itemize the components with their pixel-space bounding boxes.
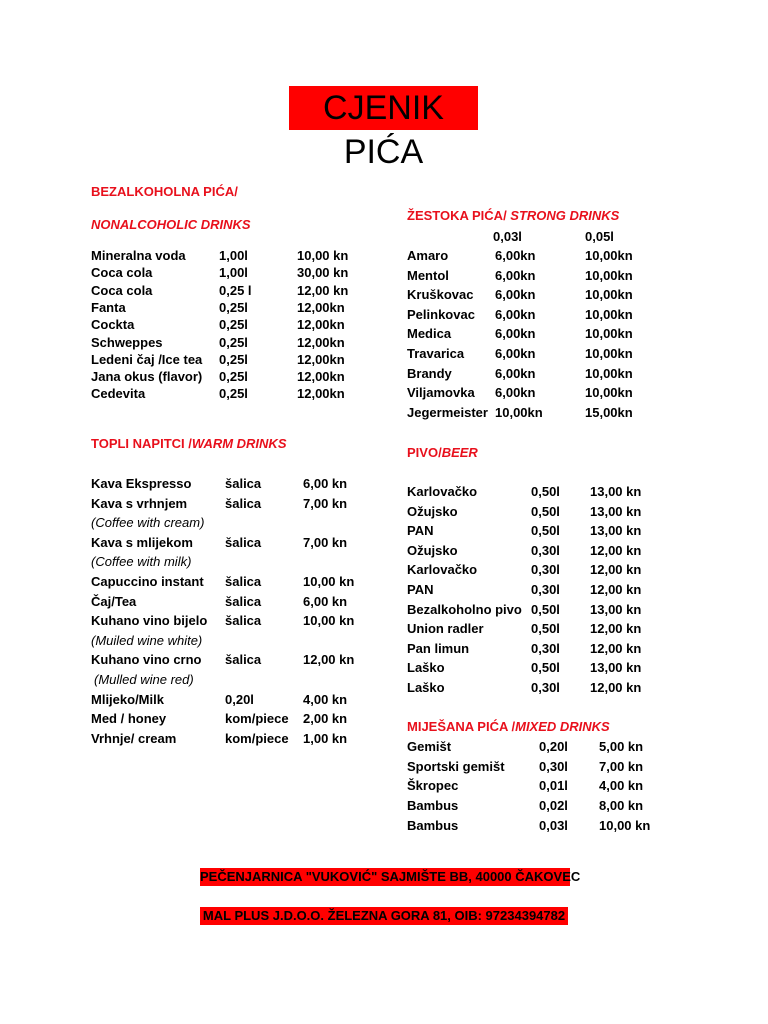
item-volume: šalica bbox=[225, 574, 262, 589]
item-price: 10,00kn bbox=[585, 346, 633, 361]
list-item bbox=[407, 797, 707, 815]
item-name: Ledeni čaj /Ice tea bbox=[91, 351, 203, 367]
item-note: (Mulled wine red) bbox=[94, 672, 194, 687]
item-name: Kruškovac bbox=[407, 287, 474, 303]
item-name: Capuccino instant bbox=[91, 574, 204, 589]
item-name: Schweppes bbox=[91, 334, 163, 350]
item-price: 12,00 kn bbox=[303, 652, 355, 668]
list-item bbox=[407, 679, 707, 697]
item-price: 13,00 kn bbox=[590, 660, 642, 676]
item-volume: 0,25 l bbox=[219, 282, 252, 298]
item-name: Mineralna voda bbox=[91, 248, 186, 263]
item-volume: kom/piece bbox=[225, 711, 289, 727]
list-item bbox=[91, 264, 391, 282]
item-volume: 0,50l bbox=[531, 523, 560, 539]
list-item bbox=[91, 593, 391, 611]
list-item bbox=[407, 817, 707, 835]
item-price: 12,00 kn bbox=[590, 680, 642, 695]
item-volume: 0,30l bbox=[531, 542, 560, 558]
item-name: Bambus bbox=[407, 817, 459, 833]
item-price: 12,00kn bbox=[297, 317, 345, 333]
item-volume: kom/piece bbox=[225, 730, 289, 746]
page-title: CJENIK PIĆA bbox=[289, 86, 478, 130]
item-price: 6,00kn bbox=[495, 385, 536, 401]
item-name: Laško bbox=[407, 660, 445, 676]
item-price: 10,00kn bbox=[585, 326, 633, 342]
strong-heading: ŽESTOKA PIĆA/ STRONG DRINKS bbox=[407, 208, 620, 223]
item-volume: 0,25l bbox=[219, 386, 248, 402]
item-volume: 1,00l bbox=[219, 265, 248, 281]
list-item bbox=[407, 542, 707, 560]
list-item bbox=[407, 384, 707, 402]
item-price: 4,00 kn bbox=[599, 778, 644, 794]
item-price: 5,00 kn bbox=[599, 739, 644, 754]
item-name: Med / honey bbox=[91, 711, 167, 727]
item-price: 12,00 kn bbox=[590, 542, 642, 558]
item-volume: 0,30l bbox=[531, 640, 560, 656]
item-price: 6,00kn bbox=[495, 326, 536, 342]
item-price: 6,00kn bbox=[495, 248, 536, 263]
item-volume: 0,50l bbox=[531, 660, 560, 676]
item-name: Karlovačko bbox=[407, 562, 478, 578]
item-name: Amaro bbox=[407, 248, 449, 263]
item-name: Laško bbox=[407, 680, 445, 695]
item-price: 12,00kn bbox=[297, 351, 345, 367]
list-item bbox=[407, 483, 707, 501]
item-name: Bambus bbox=[407, 798, 459, 814]
item-volume: 0,30l bbox=[531, 680, 560, 695]
item-name: Pelinkovac bbox=[407, 306, 475, 322]
item-name: Coca cola bbox=[91, 265, 153, 281]
footer-company: MAL PLUS J.D.O.O. ŽELEZNA GORA 81, OIB: 97234394782 bbox=[200, 907, 568, 925]
item-name: Coca cola bbox=[91, 282, 153, 298]
item-name: Kuhano vino bijelo bbox=[91, 613, 208, 629]
item-volume: šalica bbox=[225, 476, 262, 491]
item-name: Čaj/Tea bbox=[91, 593, 137, 609]
item-name: Ožujsko bbox=[407, 503, 458, 519]
item-price: 10,00kn bbox=[585, 248, 633, 263]
item-name: Kava s vrhnjem bbox=[91, 495, 188, 511]
item-name: Mlijeko/Milk bbox=[91, 691, 164, 707]
warm-heading: TOPLI NAPITCI /WARM DRINKS bbox=[91, 436, 287, 451]
item-price: 6,00 kn bbox=[303, 593, 348, 609]
item-price: 6,00kn bbox=[495, 365, 536, 381]
list-item bbox=[407, 325, 707, 343]
item-price: 12,00 kn bbox=[590, 582, 642, 597]
item-price: 15,00kn bbox=[585, 404, 633, 420]
list-item bbox=[407, 247, 707, 265]
item-price: 10,00kn bbox=[585, 267, 633, 283]
item-name: Viljamovka bbox=[407, 385, 475, 401]
list-item bbox=[91, 475, 391, 493]
list-item bbox=[91, 710, 391, 728]
list-item bbox=[91, 247, 391, 265]
item-name: Jana okus (flavor) bbox=[91, 369, 203, 385]
list-item bbox=[407, 620, 707, 638]
item-price: 7,00 kn bbox=[599, 758, 644, 774]
item-volume: 0,25l bbox=[219, 351, 248, 367]
item-volume: 0,50l bbox=[531, 503, 560, 519]
item-name: Jegermeister bbox=[407, 404, 488, 420]
list-item bbox=[91, 691, 391, 709]
list-item bbox=[407, 267, 707, 285]
item-price: 6,00 kn bbox=[303, 476, 348, 491]
item-price: 10,00 kn bbox=[297, 248, 349, 263]
item-volume: šalica bbox=[225, 495, 262, 511]
item-name: Kava s mlijekom bbox=[91, 534, 193, 550]
item-price: 10,00kn bbox=[585, 365, 633, 381]
list-item bbox=[407, 404, 707, 422]
item-price: 10,00kn bbox=[585, 287, 633, 303]
list-item bbox=[407, 777, 707, 795]
list-item bbox=[91, 299, 391, 317]
item-volume: 0,30l bbox=[531, 562, 560, 578]
item-price: 1,00 kn bbox=[303, 730, 348, 746]
item-volume: 0,25l bbox=[219, 317, 248, 333]
strong-col-header-2: 0,05l bbox=[585, 229, 614, 244]
list-item bbox=[407, 286, 707, 304]
item-price: 6,00kn bbox=[495, 306, 536, 322]
list-item bbox=[91, 385, 391, 403]
item-price: 12,00 kn bbox=[590, 562, 642, 578]
item-name: PAN bbox=[407, 582, 434, 597]
item-name: Gemišt bbox=[407, 739, 452, 754]
item-volume: 0,30l bbox=[531, 582, 560, 597]
list-item bbox=[407, 581, 707, 599]
list-item bbox=[407, 522, 707, 540]
item-name: Škropec bbox=[407, 778, 459, 794]
item-volume: 0,50l bbox=[531, 621, 560, 637]
item-name: Brandy bbox=[407, 365, 452, 381]
list-item bbox=[91, 334, 391, 352]
item-price: 12,00kn bbox=[297, 299, 345, 315]
item-price: 2,00 kn bbox=[303, 711, 348, 727]
list-item bbox=[91, 612, 391, 630]
list-item bbox=[91, 282, 391, 300]
item-price: 10,00 kn bbox=[303, 613, 355, 629]
nonalcoholic-heading: BEZALKOHOLNA PIĆA/ bbox=[91, 184, 238, 199]
item-volume: 0,25l bbox=[219, 369, 248, 385]
item-name: Kuhano vino crno bbox=[91, 652, 202, 668]
item-price: 13,00 kn bbox=[590, 601, 642, 617]
list-item bbox=[91, 651, 391, 669]
item-name: PAN bbox=[407, 523, 434, 539]
list-item bbox=[407, 738, 707, 756]
item-name: Bezalkoholno pivo bbox=[407, 601, 522, 617]
item-name: Mentol bbox=[407, 267, 449, 283]
list-item bbox=[407, 758, 707, 776]
item-volume: 0,03l bbox=[539, 817, 568, 833]
item-volume: šalica bbox=[225, 593, 262, 609]
item-name: Sportski gemišt bbox=[407, 758, 505, 774]
list-item bbox=[407, 640, 707, 658]
item-price: 30,00 kn bbox=[297, 265, 349, 281]
item-volume: 0,25l bbox=[219, 299, 248, 315]
list-item bbox=[407, 561, 707, 579]
item-volume: 0,01l bbox=[539, 778, 568, 794]
list-item bbox=[407, 659, 707, 677]
list-item bbox=[91, 534, 391, 552]
list-item bbox=[407, 503, 707, 521]
item-price: 10,00 kn bbox=[303, 574, 355, 589]
item-name: Cockta bbox=[91, 317, 135, 333]
item-volume: šalica bbox=[225, 613, 262, 629]
strong-col-header-1: 0,03l bbox=[493, 229, 522, 244]
item-name: Travarica bbox=[407, 346, 465, 361]
item-volume: 0,50l bbox=[531, 484, 560, 499]
item-price: 7,00 kn bbox=[303, 534, 348, 550]
item-price: 8,00 kn bbox=[599, 798, 644, 814]
item-price: 13,00 kn bbox=[590, 523, 642, 539]
item-price: 4,00 kn bbox=[303, 691, 348, 707]
list-item bbox=[407, 365, 707, 383]
item-volume: 0,02l bbox=[539, 798, 568, 814]
item-volume: 0,30l bbox=[539, 758, 568, 774]
item-price: 12,00 kn bbox=[590, 621, 642, 637]
item-volume: 0,20l bbox=[539, 739, 568, 754]
item-volume: šalica bbox=[225, 652, 262, 668]
item-name: Kava Ekspresso bbox=[91, 476, 192, 491]
item-name: Union radler bbox=[407, 621, 484, 637]
item-name: Medica bbox=[407, 326, 452, 342]
item-price: 12,00kn bbox=[297, 369, 345, 385]
item-price: 13,00 kn bbox=[590, 484, 642, 499]
item-name: Ožujsko bbox=[407, 542, 458, 558]
list-item bbox=[407, 601, 707, 619]
mixed-heading: MIJEŠANA PIĆA /MIXED DRINKS bbox=[407, 719, 610, 734]
item-price: 12,00kn bbox=[297, 386, 345, 402]
item-note: (Muiled wine white) bbox=[91, 632, 203, 648]
list-item bbox=[407, 345, 707, 363]
item-note: (Coffee with milk) bbox=[91, 554, 192, 570]
item-volume: 0,50l bbox=[531, 601, 560, 617]
item-name: Vrhnje/ cream bbox=[91, 730, 177, 746]
item-volume: šalica bbox=[225, 534, 262, 550]
item-price: 12,00kn bbox=[297, 334, 345, 350]
item-price: 6,00kn bbox=[495, 287, 536, 303]
item-volume: 0,20l bbox=[225, 691, 254, 707]
item-note: (Coffee with cream) bbox=[91, 515, 205, 531]
list-item bbox=[91, 316, 391, 334]
item-name: Fanta bbox=[91, 299, 126, 315]
item-price: 12,00 kn bbox=[297, 282, 349, 298]
list-item bbox=[91, 573, 391, 591]
item-name: Karlovačko bbox=[407, 484, 478, 499]
item-volume: 1,00l bbox=[219, 248, 248, 263]
footer-address: PEČENJARNICA "VUKOVIĆ" SAJMIŠTE BB, 40000 ČAKOVEC bbox=[200, 869, 581, 884]
item-price: 10,00kn bbox=[585, 306, 633, 322]
beer-heading: PIVO/BEER bbox=[407, 445, 478, 460]
item-price: 6,00kn bbox=[495, 267, 536, 283]
item-price: 12,00 kn bbox=[590, 640, 642, 656]
list-item bbox=[91, 730, 391, 748]
item-price: 13,00 kn bbox=[590, 503, 642, 519]
item-name: Cedevita bbox=[91, 386, 146, 402]
list-item bbox=[91, 368, 391, 386]
list-item bbox=[91, 351, 391, 369]
item-price: 6,00kn bbox=[495, 346, 536, 361]
list-item bbox=[407, 306, 707, 324]
item-price: 7,00 kn bbox=[303, 495, 348, 511]
item-name: Pan limun bbox=[407, 640, 470, 656]
nonalcoholic-heading-en: NONALCOHOLIC DRINKS bbox=[91, 217, 251, 232]
item-price: 10,00kn bbox=[495, 404, 543, 420]
item-volume: 0,25l bbox=[219, 334, 248, 350]
item-price: 10,00 kn bbox=[599, 817, 651, 833]
list-item bbox=[91, 495, 391, 513]
item-price: 10,00kn bbox=[585, 385, 633, 401]
